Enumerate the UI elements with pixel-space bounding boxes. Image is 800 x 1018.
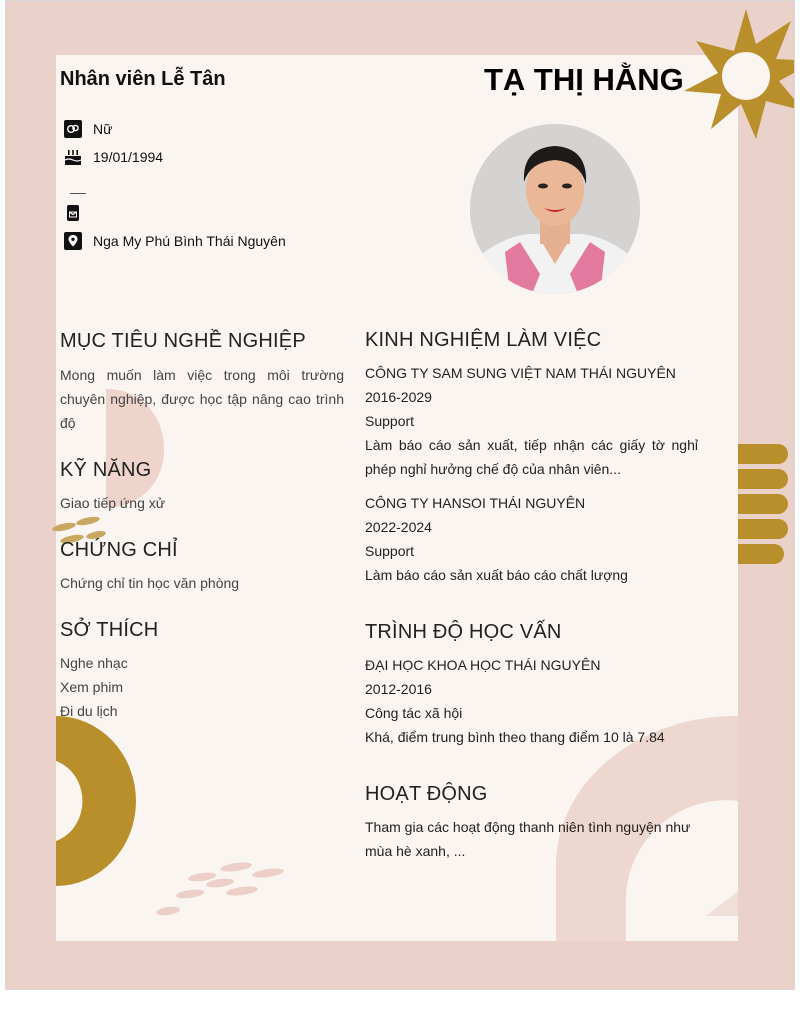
- job-company: CÔNG TY SAM SUNG VIỆT NAM THÁI NGUYÊN: [365, 365, 676, 381]
- avatar: [470, 124, 640, 294]
- hobby-item: Xem phim: [60, 679, 124, 695]
- education-school: ĐẠI HỌC KHOA HỌC THÁI NGUYÊN: [365, 657, 601, 673]
- email-icon: [64, 204, 82, 222]
- gender-icon: [64, 120, 82, 138]
- education-title: TRÌNH ĐỘ HỌC VẤN: [365, 621, 562, 643]
- education-major: Công tác xã hội: [365, 705, 463, 721]
- phone-placeholder-line: [70, 193, 86, 194]
- job-description: Làm báo cáo sản xuất, tiếp nhận các giấy tờ nghỉ phép nghỉ hưởng chế độ của nhân viên...: [365, 437, 698, 477]
- education-period: 2012-2016: [365, 681, 432, 697]
- job-title: Nhân viên Lễ Tân: [60, 68, 226, 90]
- education-grade: Khá, điểm trung bình theo thang điểm 10 là 7.84: [365, 729, 665, 745]
- skills-title: KỸ NĂNG: [60, 459, 152, 481]
- job-position: Support: [365, 413, 415, 429]
- job-description: Làm báo cáo sản xuất báo cáo chất lượng: [365, 567, 628, 583]
- job-company: CÔNG TY HANSOI THÁI NGUYÊN: [365, 495, 586, 511]
- activities-title: HOẠT ĐỘNG: [365, 783, 488, 805]
- birthday-cake-icon: [64, 148, 82, 166]
- birthday-row: [64, 148, 163, 166]
- job-position: Support: [365, 543, 415, 559]
- job-period: 2016-2029: [365, 389, 432, 405]
- address-row: [64, 232, 286, 250]
- objective-text: Mong muốn làm việc trong môi trường chuyên nghiệp, được học tập nâng cao trình độ: [60, 367, 344, 431]
- hobby-item: Nghe nhạc: [60, 655, 128, 671]
- starburst-decoration: [684, 9, 795, 139]
- experience-title: KINH NGHIỆM LÀM VIỆC: [365, 329, 602, 351]
- birthday-value: 19/01/1994: [93, 149, 164, 165]
- hobbies-title: SỞ THÍCH: [60, 619, 159, 641]
- map-pin-icon: [64, 232, 82, 250]
- profile-photo: [470, 124, 640, 294]
- hobby-item: Đi du lịch: [60, 703, 118, 719]
- gold-arc-decoration: [56, 716, 136, 886]
- certificates-title: CHỨNG CHỈ: [60, 539, 178, 561]
- gender-value: Nữ: [93, 121, 113, 137]
- gender-row: [64, 120, 112, 138]
- address-value: Nga My Phú Bình Thái Nguyên: [93, 233, 286, 249]
- full-name: TẠ THỊ HẰNG: [484, 62, 684, 97]
- job-period: 2022-2024: [365, 519, 432, 535]
- email-row: [64, 204, 93, 222]
- skill-item: Giao tiếp ứng xử: [60, 495, 166, 511]
- pink-dash-decoration: [156, 861, 285, 917]
- certificate-item: Chứng chỉ tin học văn phòng: [60, 575, 240, 591]
- objective-title: MỤC TIÊU NGHỀ NGHIỆP: [60, 330, 306, 352]
- activities-text: Tham gia các hoạt động thanh niên tình nguyện như mùa hè xanh, ...: [365, 819, 691, 859]
